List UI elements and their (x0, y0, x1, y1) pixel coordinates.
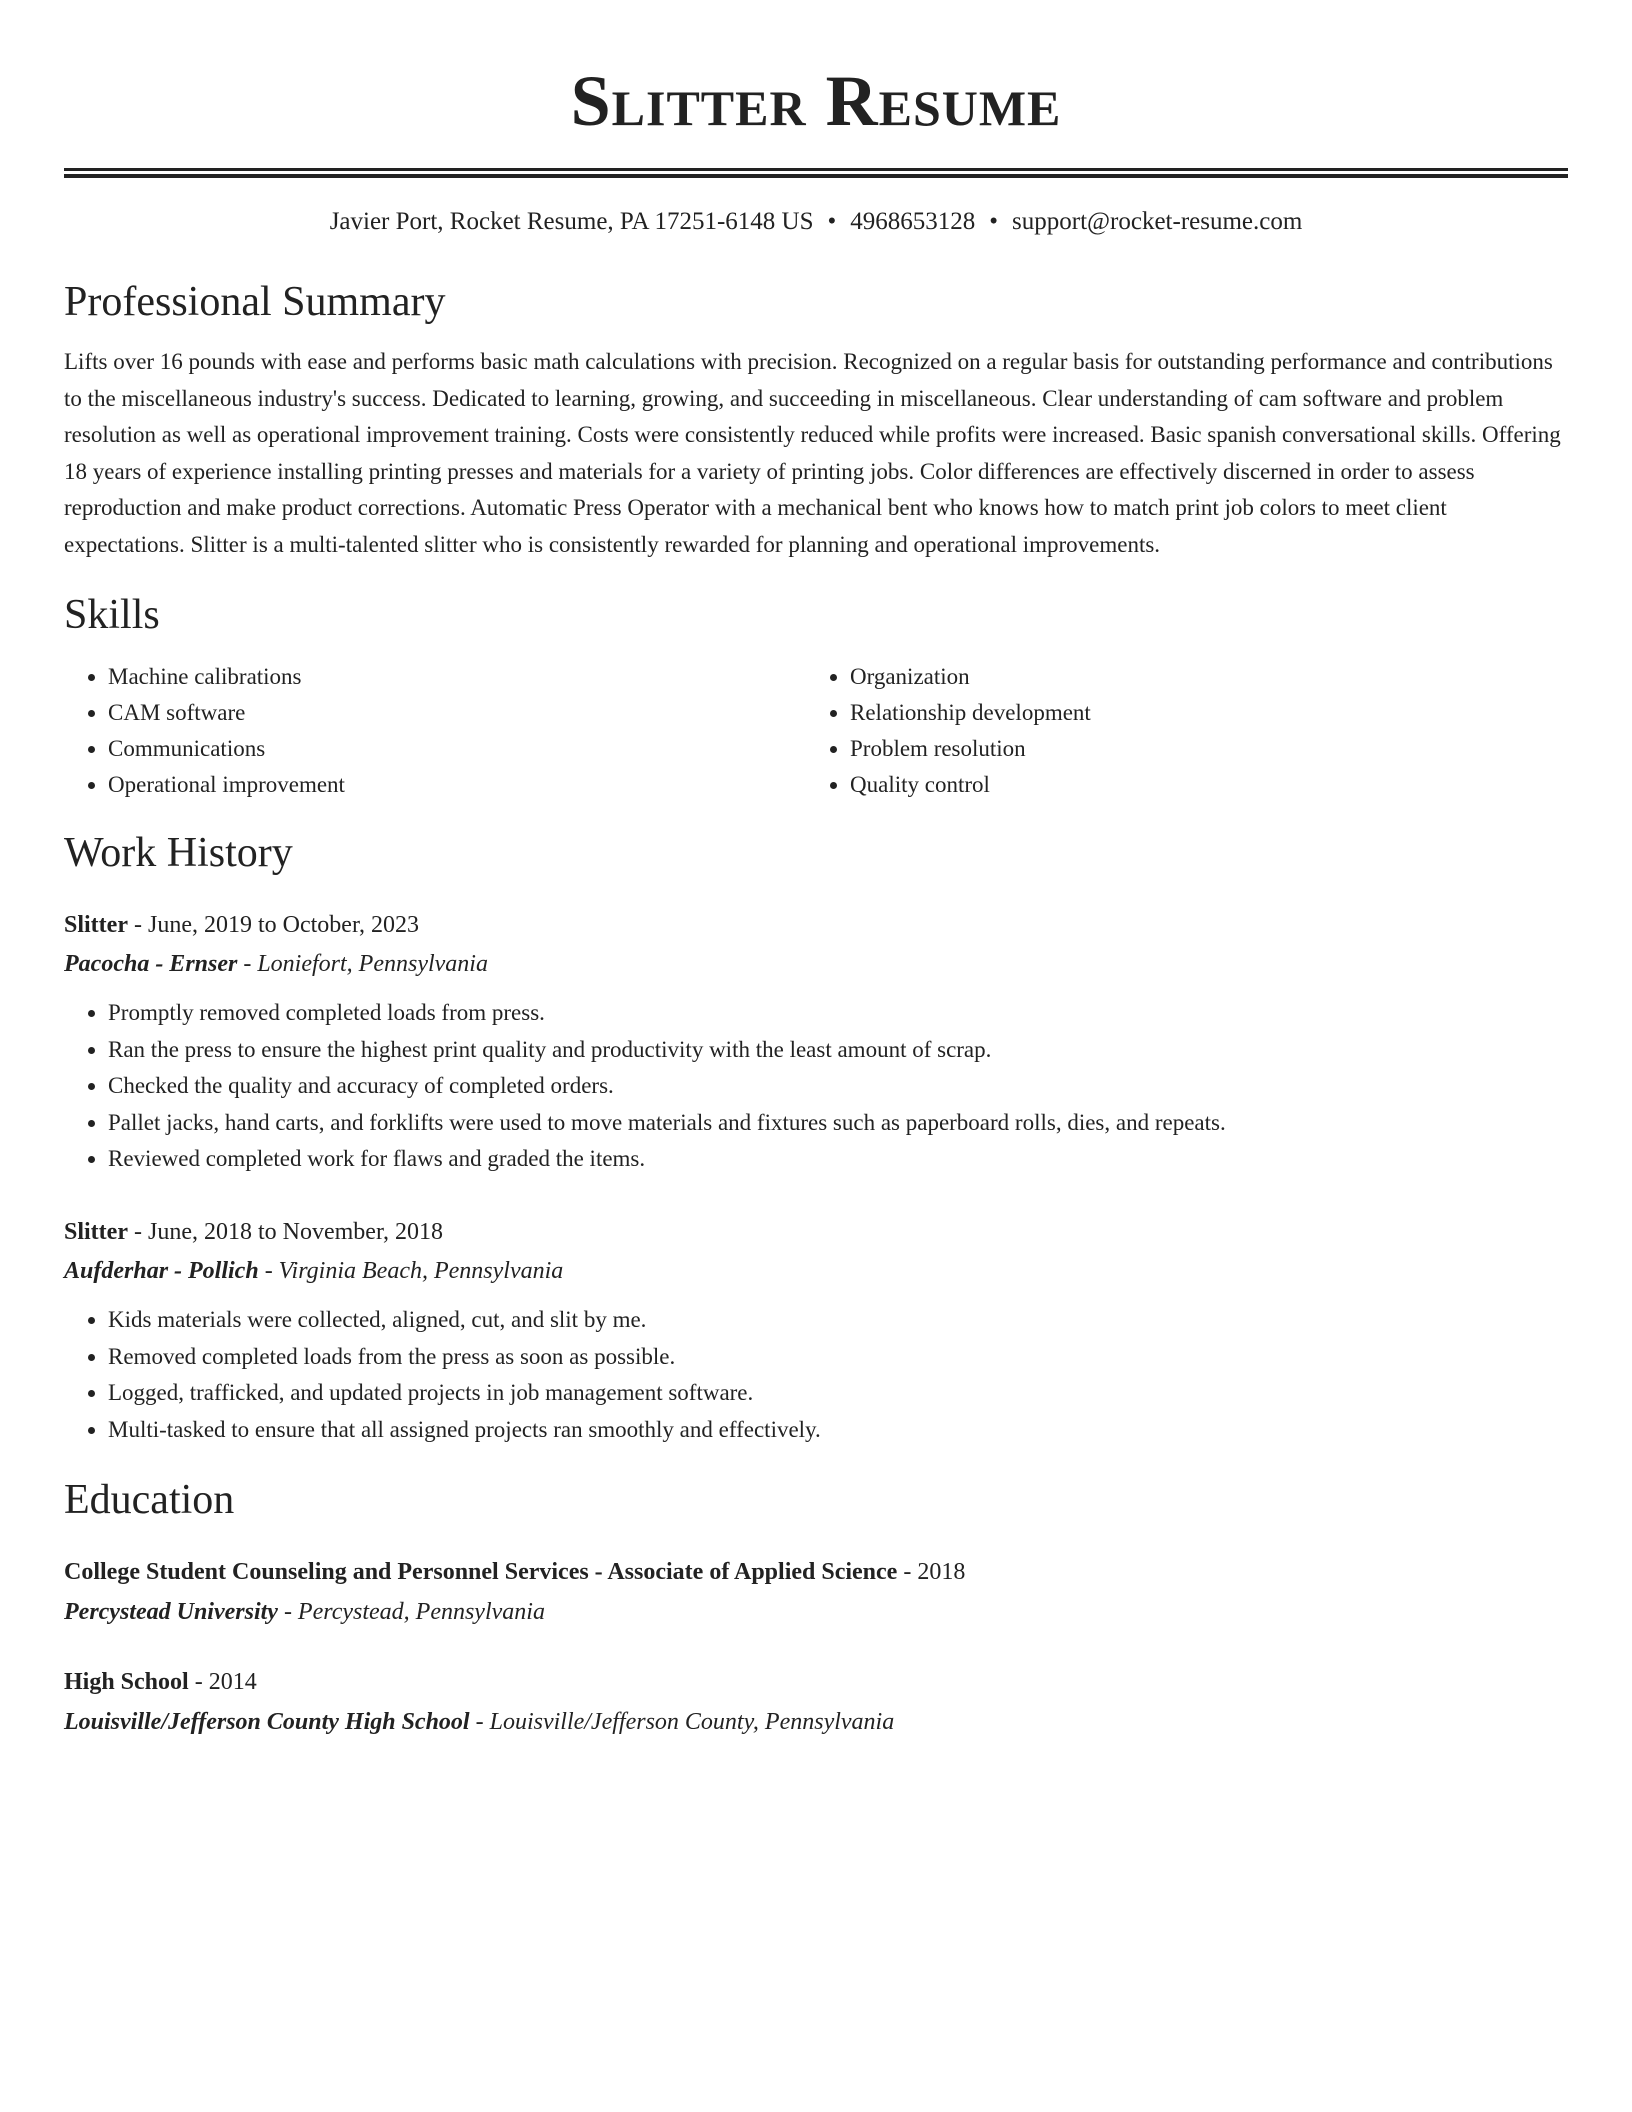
education-location: - Louisville/Jefferson County, Pennsylvania (469, 1709, 895, 1736)
contact-email: support@rocket-resume.com (1012, 208, 1303, 235)
education-school-line (64, 1592, 1568, 1632)
education-location: - Percystead, Pennsylvania (277, 1599, 545, 1626)
contact-line (64, 204, 1568, 240)
contact-phone: 4968653128 (850, 208, 976, 235)
job-employer-line (64, 1252, 1568, 1290)
job-bullets (64, 1302, 1568, 1448)
job-bullet: • Removed completed loads from the press as soon as possible. (108, 1339, 1568, 1376)
job-dates: - June, 2018 to November, 2018 (127, 1218, 443, 1245)
job-bullet: • Kids materials were collected, aligned, cut, and slit by me. (108, 1302, 1568, 1339)
job-title: Slitter (64, 912, 128, 938)
education-school-line (64, 1702, 1568, 1742)
contact-separator: • (989, 208, 999, 235)
skill-item: • Quality control (850, 767, 1548, 803)
education-degree: High School (64, 1669, 189, 1696)
title-divider (64, 168, 1568, 178)
job-bullet: • Reviewed completed work for flaws and graded the items. (108, 1141, 1568, 1178)
education-heading: Education (64, 1477, 235, 1524)
skill-item: • Machine calibrations (108, 659, 806, 695)
job-bullet: • Logged, trafficked, and updated projects in job management software. (108, 1375, 1568, 1412)
job-dates: - June, 2019 to October, 2023 (127, 912, 419, 938)
education-year: - 2014 (188, 1669, 257, 1696)
education-entry (64, 1552, 1568, 1632)
job-entry (64, 1212, 1568, 1448)
education-degree-line (64, 1552, 1568, 1592)
education-entry (64, 1662, 1568, 1742)
job-bullet: • Promptly removed completed loads from press. (108, 995, 1568, 1032)
job-bullets (64, 995, 1568, 1178)
education-school: Percystead University (64, 1599, 278, 1626)
skill-item: • Operational improvement (108, 767, 806, 803)
job-location: - Virginia Beach, Pennsylvania (258, 1257, 564, 1284)
job-entry (64, 905, 1568, 1178)
work-history-heading: Work History (64, 830, 293, 876)
contact-address: Javier Port, Rocket Resume, PA 17251-6148 US (329, 208, 814, 235)
education-year: - 2018 (897, 1559, 966, 1586)
job-bullet: • Pallet jacks, hand carts, and forklifts were used to move materials and fixtures such as paperboard rolls, dies, and repeats. (108, 1105, 1568, 1142)
job-title-line (64, 1212, 1568, 1252)
skills-heading: Skills (64, 592, 160, 638)
job-bullet: • Ran the press to ensure the highest print quality and productivity with the least amount of scrap. (108, 1032, 1568, 1069)
skill-item: • Relationship development (850, 695, 1548, 731)
education-degree: College Student Counseling and Personnel Services - Associate of Applied Science (64, 1559, 898, 1586)
job-bullet: • Multi-tasked to ensure that all assigned projects ran smoothly and effectively. (108, 1412, 1568, 1449)
summary-text: Lifts over 16 pounds with ease and performs basic math calculations with precision. Recognized on a regular basis for outstanding performance and contributions to the miscellaneous industry's success. Dedicated to learning, growing, and succeeding in miscellaneous. Clear understanding of cam software and problem resolution as well as operational improvement training. Costs were consistently reduced while profits were increased. Basic spanish conversational skills. Offering 18 years of experience installing printing presses and materials for a variety of printing jobs. Color differences are effectively discerned in order to assess reproduction and make product corrections. Automatic Press Operator with a mechanical bent who knows how to match print job colors to meet client expectations. Slitter is a multi-talented slitter who is consistently rewarded for planning and operational improvements. (64, 349, 1561, 557)
job-title: Slitter (64, 1218, 128, 1245)
education-degree-line (64, 1662, 1568, 1702)
job-title-line (64, 905, 1568, 945)
skill-item: • Organization (850, 659, 1548, 695)
job-company: Aufderhar - Pollich (64, 1257, 259, 1284)
skills-column-left (64, 659, 806, 803)
summary-heading: Professional Summary (64, 279, 446, 325)
job-location: - Loniefort, Pennsylvania (237, 951, 488, 977)
skill-item: • Problem resolution (850, 731, 1548, 767)
job-employer-line (64, 945, 1568, 983)
resume-title: Slitter Resume (570, 61, 1062, 141)
contact-separator: • (827, 208, 837, 235)
job-company: Pacocha - Ernser (64, 951, 238, 977)
skill-item: • CAM software (108, 695, 806, 731)
skills-list (64, 659, 1568, 803)
skill-item: • Communications (108, 731, 806, 767)
resume-page (64, 0, 1568, 1742)
job-bullet: • Checked the quality and accuracy of completed orders. (108, 1068, 1568, 1105)
skills-column-right (806, 659, 1548, 803)
education-school: Louisville/Jefferson County High School (64, 1709, 470, 1736)
